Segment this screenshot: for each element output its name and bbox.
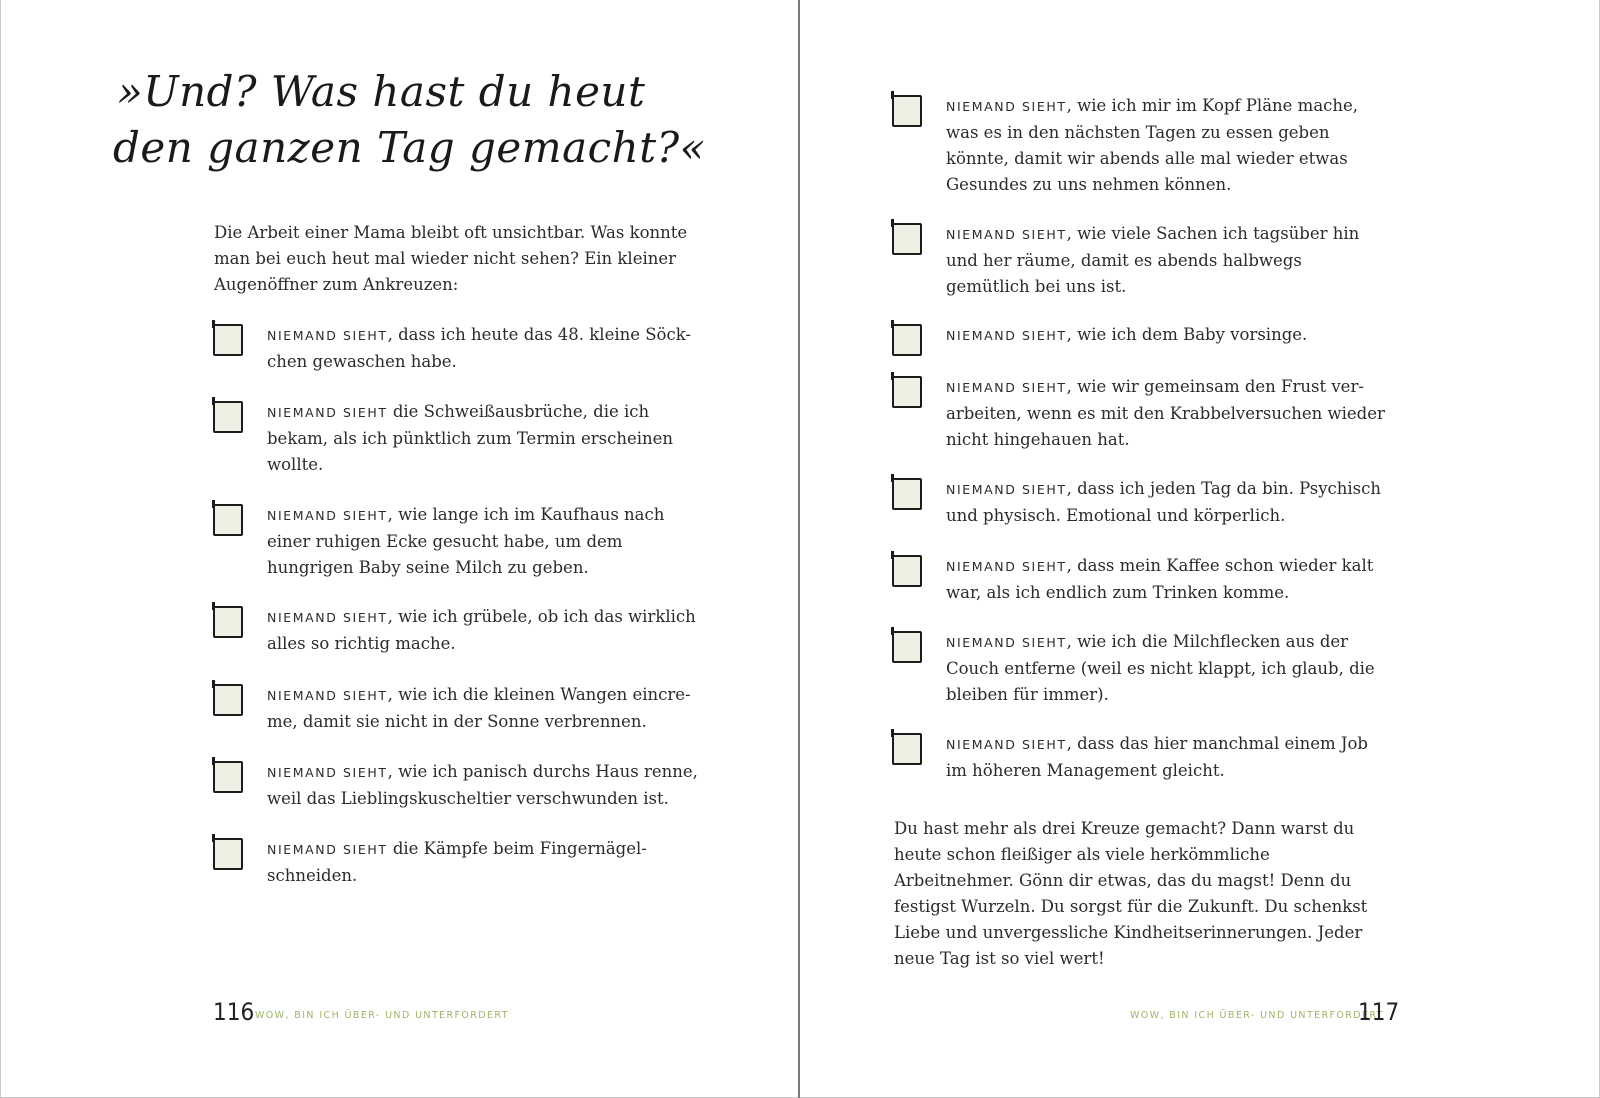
checklist-item-text: NIEMAND SIEHT, dass das hier manchmal einem Job im höheren Management gleicht. [946,734,1368,780]
checkbox[interactable] [892,324,922,356]
item-lead: NIEMAND SIEHT [946,380,1067,395]
checklist-item-text: NIEMAND SIEHT, dass ich jeden Tag da bin. Psychisch und physisch. Emotional und körperlich. [946,479,1382,525]
checklist-item-text: NIEMAND SIEHT, wie ich dem Baby vorsinge. [946,325,1308,344]
checkbox[interactable] [892,631,922,663]
item-lead: NIEMAND SIEHT [267,328,388,343]
title-line-1: »Und? Was hast du heut [117,67,646,116]
page-title [113,64,737,176]
checklist-item-text: NIEMAND SIEHT, wie ich mir im Kopf Pläne mache, was es in den nächsten Tagen zu essen geben könnte, damit wir abends alle mal wieder etwas Gesundes zu uns nehmen können. [946,96,1359,194]
checklist-item-text: NIEMAND SIEHT, wie lange ich im Kaufhaus nach einer ruhigen Ecke gesucht habe, um dem hungrigen Baby seine Milch zu geben. [267,505,665,577]
checklist-item-text: NIEMAND SIEHT, wie ich grübele, ob ich das wirklich alles so richtig mache. [267,607,696,653]
checkbox[interactable] [213,684,243,716]
item-lead: NIEMAND SIEHT [946,559,1067,574]
checkbox[interactable] [892,555,922,587]
item-lead: NIEMAND SIEHT [946,737,1067,752]
checkbox[interactable] [892,376,922,408]
checkbox[interactable] [213,761,243,793]
right-page [800,0,1600,1098]
item-lead: NIEMAND SIEHT [267,610,388,625]
checklist-item-text: NIEMAND SIEHT, wie ich panisch durchs Haus renne, weil das Lieblingskuscheltier verschwunden ist. [267,762,698,808]
checkbox[interactable] [213,324,243,356]
running-title-right: WOW, BIN ICH ÜBER- UND UNTERFORDERT [1130,1010,1384,1021]
item-lead: NIEMAND SIEHT [946,328,1067,343]
checklist-item-text: NIEMAND SIEHT, dass mein Kaffee schon wieder kalt war, als ich endlich zum Trinken komme. [946,556,1374,602]
checkbox[interactable] [892,478,922,510]
item-lead: NIEMAND SIEHT [946,99,1067,114]
checkbox[interactable] [213,838,243,870]
item-lead: NIEMAND SIEHT [946,482,1067,497]
item-lead: NIEMAND SIEHT [267,508,388,523]
checkbox[interactable] [213,401,243,433]
checklist-item-text: NIEMAND SIEHT, dass ich heute das 48. kleine Söck-chen gewaschen habe. [267,325,692,371]
item-lead: NIEMAND SIEHT [267,765,388,780]
item-lead: NIEMAND SIEHT [267,405,388,420]
intro-paragraph: Die Arbeit einer Mama bleibt oft unsichtbar. Was konnte man bei euch heut mal wieder nicht sehen? Ein kleiner Augenöffner zum Ankreuzen: [214,223,688,294]
page-number-right: 117 [1358,998,1400,1026]
title-line-2: den ganzen Tag gemacht?« [113,123,706,172]
checklist-item-text: NIEMAND SIEHT die Kämpfe beim Fingernägel-schneiden. [267,839,647,885]
closing-paragraph: Du hast mehr als drei Kreuze gemacht? Dann warst du heute schon fleißiger als viele herkömmliche Arbeitnehmer. Gönn dir etwas, das du magst! Denn du festigst Wurzeln. Du sorgst für die Zukunft. Du schenkst Liebe und unvergessliche Kindheitserinnerungen. Jeder neue Tag ist so viel wert! [894,819,1368,968]
checkbox[interactable] [213,504,243,536]
checklist-item-text: NIEMAND SIEHT die Schweißausbrüche, die ich bekam, als ich pünktlich zum Termin erscheinen wollte. [267,402,674,474]
running-title-left: WOW, BIN ICH ÜBER- UND UNTERFORDERT [255,1010,509,1021]
item-lead: NIEMAND SIEHT [267,688,388,703]
checkbox[interactable] [213,606,243,638]
item-lead: NIEMAND SIEHT [267,842,388,857]
checkbox[interactable] [892,95,922,127]
checkbox[interactable] [892,223,922,255]
checklist-item-text: NIEMAND SIEHT, wie wir gemeinsam den Frust ver-arbeiten, wenn es mit den Krabbelversuchen wieder nicht hingehauen hat. [946,377,1385,449]
checklist-item-text: NIEMAND SIEHT, wie ich die Milchflecken aus der Couch entferne (weil es nicht klappt, ich glaub, die bleiben für immer). [946,632,1375,704]
checklist-item-text: NIEMAND SIEHT, wie viele Sachen ich tagsüber hin und her räume, damit es abends halbwegs gemütlich bei uns ist. [946,224,1360,296]
page-number-left: 116 [213,998,255,1026]
item-lead: NIEMAND SIEHT [946,635,1067,650]
checkbox[interactable] [892,733,922,765]
item-lead: NIEMAND SIEHT [946,227,1067,242]
checklist-item-text: NIEMAND SIEHT, wie ich die kleinen Wangen eincre-me, damit sie nicht in der Sonne verbrennen. [267,685,691,731]
